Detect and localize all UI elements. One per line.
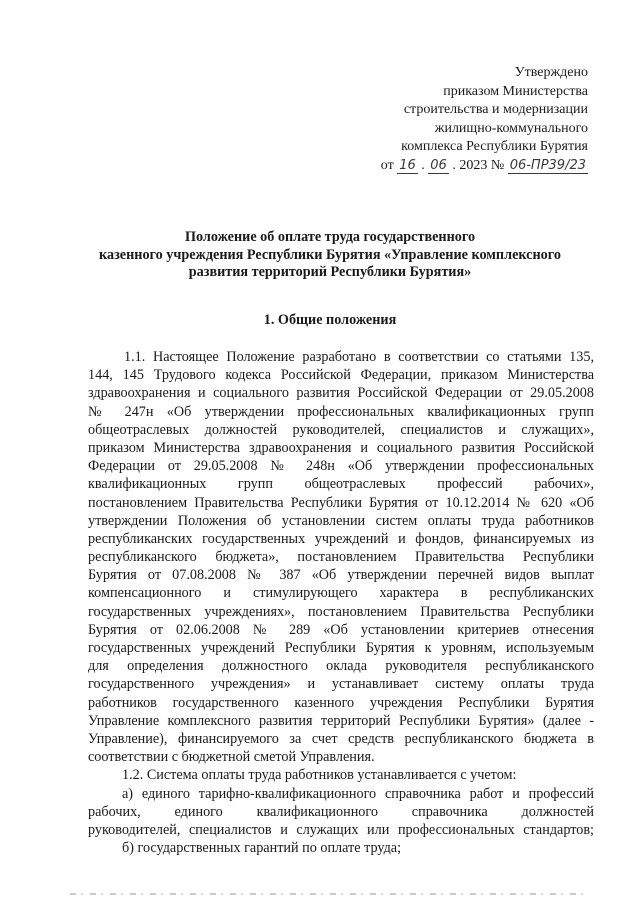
approval-date-line: от 16 . 06 . 2023 № 06-ПР39/23 bbox=[380, 157, 586, 173]
paragraph-line: государственных учреждениях», постановлением Правительства Республики bbox=[88, 603, 594, 620]
paragraph-line: работников государственного казенного учреждения Республики Бурятия bbox=[88, 694, 594, 711]
paragraph-line: Бурятия от 07.08.2008 № 387 «Об утверждении перечней видов выплат bbox=[88, 567, 594, 584]
approval-line: строительства и модернизации bbox=[403, 102, 588, 117]
title-line: Положение об оплате труда государственного bbox=[184, 229, 476, 245]
approval-line: жилищно-коммунального bbox=[434, 120, 588, 136]
paragraph-line: 144, 145 Трудового кодекса Российской Федерации, приказом Министерства bbox=[88, 367, 594, 384]
paragraph-line: № 247н «Об утверждении профессиональных квалификационных групп bbox=[88, 403, 594, 420]
title-line: развития территорий Республики Бурятия» bbox=[188, 264, 472, 280]
approval-line: приказом Министерства bbox=[443, 83, 588, 99]
paragraph-line: квалификационных групп общеотраслевых профессий рабочих», bbox=[88, 476, 594, 493]
handwritten-order-number: 06-ПР39/23 bbox=[509, 157, 586, 173]
paragraph-line: а) единого тарифно-квалификационного справочника работ и профессий bbox=[122, 785, 594, 802]
date-year: . 2023 № bbox=[452, 157, 505, 173]
paragraph-line: руководителей, специалистов и служащих или профессиональных стандартов; bbox=[88, 821, 594, 838]
handwritten-month: 06 bbox=[430, 157, 447, 173]
paragraph-line: соответствии с бюджетной сметой Управления. bbox=[88, 749, 375, 766]
paragraph-line: утверждении Положения об установлении систем оплаты труда работников bbox=[88, 512, 594, 529]
section-heading: 1. Общие положения bbox=[263, 312, 397, 328]
paragraph-line: б) государственных гарантий по оплате труда; bbox=[122, 840, 402, 857]
paragraph-line: Бурятия от 02.06.2008 № 289 «Об установлении критериев отнесения bbox=[88, 621, 594, 638]
paragraph-line: постановлением Правительства Республики Бурятия от 10.12.2014 № 620 «Об bbox=[88, 494, 594, 511]
paragraph-line: Федерации от 29.05.2008 № 248н «Об утверждении профессиональных bbox=[88, 458, 594, 475]
title-line: казенного учреждения Республики Бурятия «Управление комплексного bbox=[99, 246, 561, 263]
approval-line: комплекса Республики Бурятия bbox=[401, 139, 588, 154]
paragraph-line: приказом Министерства здравоохранения и социального развития Российской bbox=[88, 439, 594, 456]
paragraph-line: 1.2. Система оплаты труда работников устанавливается с учетом: bbox=[122, 767, 517, 784]
paragraph-line: общеотраслевых должностей руководителей, специалистов и служащих», bbox=[88, 421, 594, 438]
date-prefix: от bbox=[380, 157, 394, 173]
approval-stamp bbox=[328, 64, 588, 175]
paragraph-line: Управление), финансируемого за счет средств республиканского бюджета в bbox=[88, 730, 594, 747]
paragraph-line: рабочих, единого квалификационного справочника должностей bbox=[88, 803, 594, 820]
paragraph-line: компенсационного и стимулирующего характера в республиканских bbox=[88, 585, 594, 602]
paragraph-line: государственных учреждений Республики Бурятия к уровням, используемым bbox=[88, 640, 594, 656]
paragraph-line: государственного учреждения» и устанавливает систему оплаты труда bbox=[88, 676, 594, 693]
document-title bbox=[60, 229, 600, 282]
paragraph-line: Управление комплексного развития территорий Республики Бурятия» (далее - bbox=[88, 712, 594, 729]
body-text bbox=[88, 348, 594, 857]
approval-line: Утверждено bbox=[514, 65, 588, 80]
scan-edge-artifact bbox=[70, 893, 590, 895]
paragraph-line: 1.1. Настоящее Положение разработано в соответствии со статьями 135, bbox=[124, 349, 594, 365]
paragraph-line: для определения должностного оклада руководителя республиканского bbox=[88, 658, 594, 675]
paragraph-line: республиканского бюджета», постановлением Правительства Республики bbox=[88, 549, 594, 566]
paragraph-line: республиканских государственных учреждений и фондов, финансируемых из bbox=[88, 530, 594, 547]
paragraph-line: здравоохранения и социального развития Российской Федерации от 29.05.2008 bbox=[88, 385, 594, 402]
handwritten-day: 16 bbox=[399, 157, 416, 173]
